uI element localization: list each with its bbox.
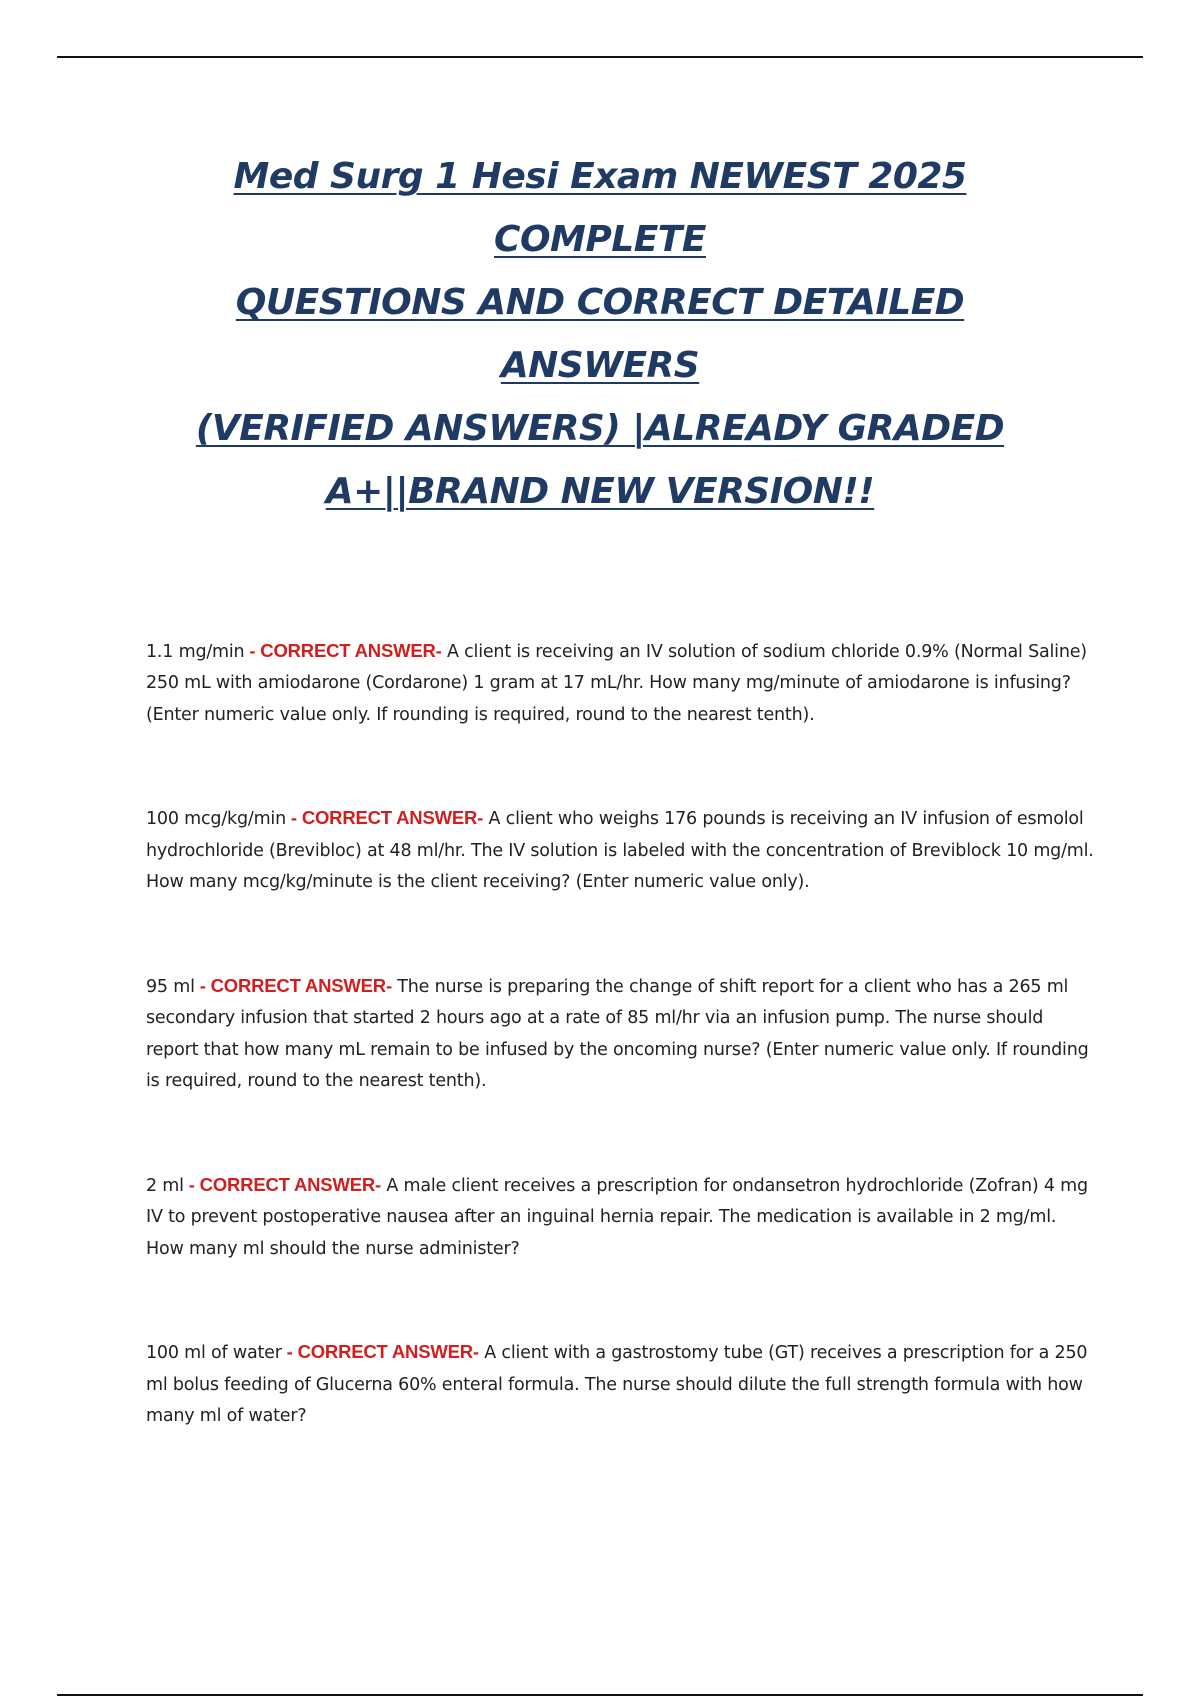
qa-list	[146, 617, 1096, 1504]
correct-answer-marker: CORRECT ANSWER-	[210, 974, 392, 996]
qa-item	[146, 802, 1096, 899]
separator: -	[281, 1341, 298, 1362]
bottom-rule	[57, 1694, 1143, 1696]
title-line: A+||BRAND NEW VERSION!!	[325, 471, 875, 512]
answer-text: 1.1 mg/min	[146, 641, 245, 662]
qa-item	[146, 1336, 1096, 1433]
answer-text: 95 ml	[146, 976, 195, 997]
qa-item	[146, 635, 1096, 732]
question-text: The nurse is preparing the change of shift report for a client who has a 265 ml secondary infusion that started 2 hours ago at a rate of 85 ml/hr via an infusion pump. The nurse should report that how many mL remain to be infused by the oncoming nurse? (Enter numeric value only. If rounding is required, round to the nearest tenth).	[146, 976, 1089, 1091]
title-line: QUESTIONS AND CORRECT DETAILED ANSWERS	[235, 282, 965, 386]
question-text: A client is receiving an IV solution of sodium chloride 0.9% (Normal Saline) 250 mL with amiodarone (Cordarone) 1 gram at 17 mL/hr. How many mg/minute of amiodarone is infusing? (Enter numeric value only. If rounding is required, round to the nearest tenth).	[146, 641, 1087, 725]
separator: -	[194, 974, 211, 996]
correct-answer-marker: CORRECT ANSWER-	[260, 639, 442, 661]
answer-text: 2 ml	[146, 1175, 184, 1196]
document-title	[150, 145, 1050, 523]
separator: -	[183, 1173, 200, 1195]
answer-text: 100 mcg/kg/min	[146, 809, 286, 829]
separator: -	[244, 639, 261, 661]
question-text: A client who weighs 176 pounds is receiving an IV infusion of esmolol hydrochloride (Brevibloc) at 48 ml/hr. The IV solution is labeled with the concentration of Breviblock 10 mg/ml. How many mcg/kg/minute is the client receiving? (Enter numeric value only).	[146, 809, 1094, 892]
question-text: A male client receives a prescription for ondansetron hydrochloride (Zofran) 4 mg IV to prevent postoperative nausea after an inguinal hernia repair. The medication is available in 2 mg/ml. How many ml should the nurse administer?	[146, 1175, 1088, 1259]
correct-answer-marker: CORRECT ANSWER-	[301, 807, 484, 828]
qa-item	[146, 970, 1096, 1098]
title-line: (VERIFIED ANSWERS) |ALREADY GRADED	[195, 408, 1005, 449]
correct-answer-marker: CORRECT ANSWER-	[297, 1341, 479, 1362]
correct-answer-marker: CORRECT ANSWER-	[199, 1173, 381, 1195]
qa-item	[146, 1169, 1096, 1266]
answer-text: 100 ml of water	[146, 1343, 282, 1363]
separator: -	[285, 807, 302, 828]
top-rule	[57, 56, 1143, 58]
question-text: A client with a gastrostomy tube (GT) receives a prescription for a 250 ml bolus feeding of Glucerna 60% enteral formula. The nurse should dilute the full strength formula with how many ml of water?	[146, 1343, 1088, 1426]
title-line: Med Surg 1 Hesi Exam NEWEST 2025 COMPLETE	[233, 156, 967, 260]
